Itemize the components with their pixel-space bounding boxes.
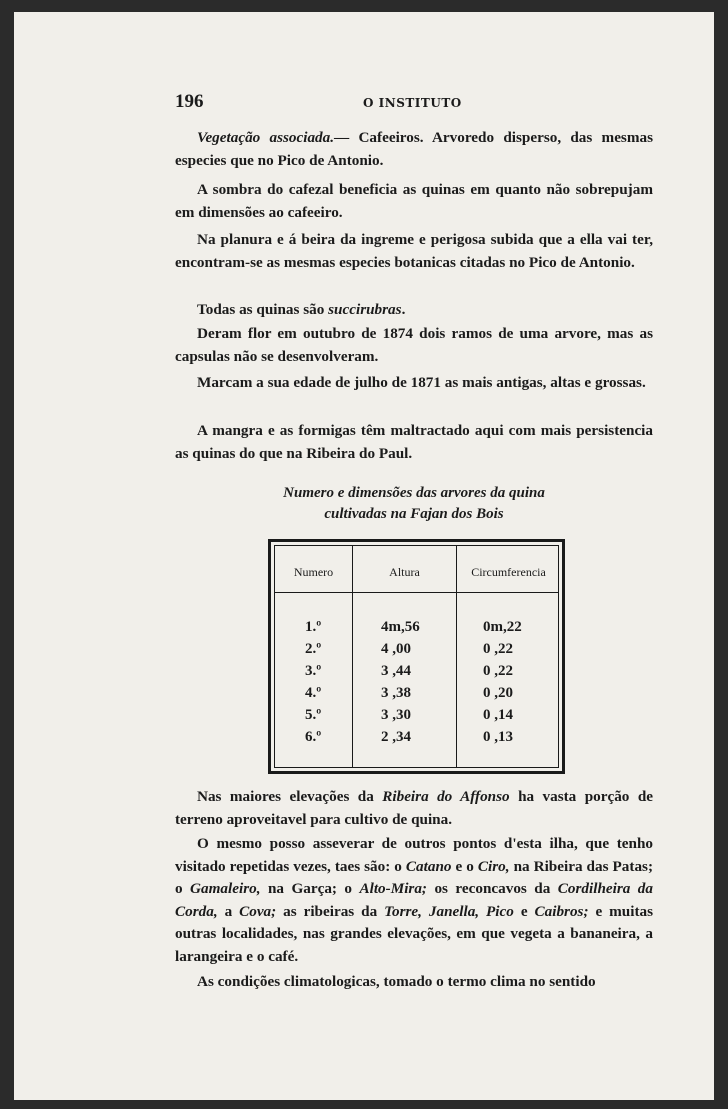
table-inner-frame [274,545,559,768]
text-span: a [224,902,233,920]
italic-species: succirubras [328,301,402,318]
paragraph-ribeira-affonso [175,786,653,831]
text-span: . [401,301,406,318]
text-span: as ribeiras da [283,902,378,920]
header-divider [275,592,558,593]
place-name: Torre, Janella, Pico [384,902,514,920]
cell-altura: 4 ,00 [381,641,411,657]
cell-altura: 4m,56 [381,619,420,635]
cell-circumferencia: 0m,22 [483,619,522,635]
place-name: Caibros; [534,902,589,920]
page-number: 196 [175,91,204,112]
italic-lead: Vegetação associada. [197,129,335,146]
text-span: e o [455,857,474,875]
cell-numero: 1.º [305,619,322,635]
cell-altura: 3 ,30 [381,707,411,723]
paragraph-marcam: Marcam a sua edade de julho de 1871 as mais antigas, altas e grossas. [197,374,646,391]
cell-numero: 5.º [305,707,322,723]
table-row [275,685,558,707]
cell-circumferencia: 0 ,14 [483,707,513,723]
cell-numero: 3.º [305,663,322,679]
caption-line: cultivadas na Fajan dos Bois [324,506,504,522]
header-numero: Numero [293,565,334,579]
paragraph-todas [175,299,653,322]
place-name: Ribeira do Affonso [382,788,510,805]
header-circumferencia: Circumferencia [471,565,546,579]
table-caption [175,483,653,525]
text-span: e [520,902,528,920]
place-name: Ciro, [477,857,510,875]
paragraph-text: — Cafeeiros. Arvoredo disperso, das mesmas especies que no Pico de Antonio. [175,129,654,169]
place-name: Gamaleiro, [190,880,261,898]
header-altura: Altura [389,565,420,579]
text-span: e muitas outras localidades, nas grandes elevações, em que vegeta a bananeira, a larangeira e o café. [175,902,654,965]
text-span: O mesmo posso asseverar de outros pontos d'esta ilha, que tenho visitado repetidas vezes, taes são: o [175,835,653,875]
text-span: na Garça; o [267,880,353,898]
paragraph-deram: Deram flor em outubro de 1874 dois ramos de uma arvore, mas as capsulas não se desenvolveram. [175,325,653,365]
cell-numero: 2.º [305,641,322,657]
paragraph-sombra: A sombra do cafezal beneficia as quinas em quanto não sobrepujam em dimensões ao cafeeiro. [175,181,653,221]
page-header [175,91,653,113]
text-span: ha vasta porção de terreno aproveitavel para cultivo de quina. [175,788,654,828]
place-name: Catano [405,857,452,875]
text-span: Todas as quinas são [197,301,325,318]
place-name: Cordilheira da Corda, [175,880,653,920]
cell-altura: 2 ,34 [381,729,411,745]
cell-circumferencia: 0 ,22 [483,663,513,679]
table-row [275,707,558,729]
table-row [275,619,558,641]
paragraph-condicoes: As condições climatologicas, tomado o termo clima no sentido [197,973,596,990]
paragraph-vegetacao [175,127,653,172]
text-span: Nas maiores elevações da [197,788,374,805]
paragraph-mangra: A mangra e as formigas têm maltractado aqui com mais persistencia as quinas do que na Ribeira do Paul. [175,422,653,462]
caption-line: Numero e dimensões das arvores da quina [283,485,545,501]
paragraph-outros-pontos [175,833,653,969]
running-title: O INSTITUTO [363,96,462,110]
table-row [275,729,558,751]
cell-circumferencia: 0 ,13 [483,729,513,745]
cell-circumferencia: 0 ,22 [483,641,513,657]
text-span: os reconcavos da [434,880,551,898]
table-row [275,663,558,685]
cell-altura: 3 ,44 [381,663,411,679]
table-row [275,641,558,663]
text-span: na Ribeira das Patas; o [175,857,654,898]
cell-numero: 4.º [305,685,322,701]
cell-altura: 3 ,38 [381,685,411,701]
paragraph-planura: Na planura e á beira da ingreme e perigosa subida que a ella vai ter, encontram-se as mesmas especies botanicas citadas no Pico de Antonio. [175,231,653,271]
place-name: Cova; [239,902,277,920]
place-name: Alto-Mira; [359,880,427,898]
data-table [268,539,565,774]
cell-numero: 6.º [305,729,322,745]
cell-circumferencia: 0 ,20 [483,685,513,701]
